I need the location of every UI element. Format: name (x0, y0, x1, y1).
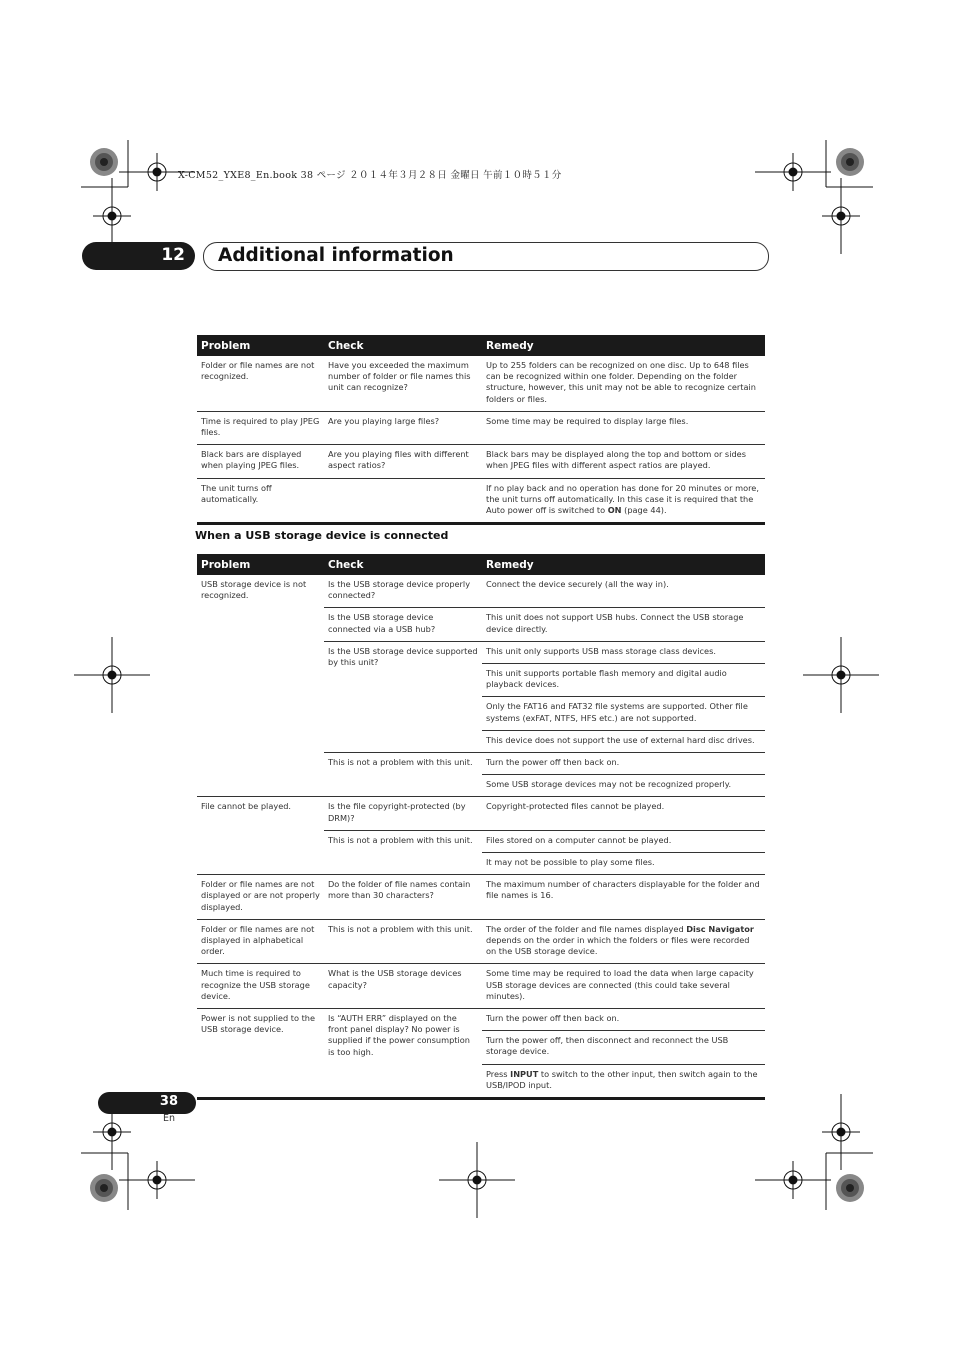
cell-remedy: Files stored on a computer cannot be played. (482, 830, 765, 852)
cell-remedy: Copyright-protected files cannot be played. (482, 797, 765, 830)
cell-remedy: Turn the power off, then disconnect and reconnect the USB storage device. (482, 1031, 765, 1064)
table-row (197, 478, 765, 524)
cell-problem: Black bars are displayed when playing JPEG files. (197, 445, 324, 478)
cell-check: Do the folder of file names contain more than 30 characters? (324, 875, 482, 920)
table-row (197, 797, 765, 830)
cell-remedy: This device does not support the use of external hard disc drives. (482, 730, 765, 752)
remedy-bold: INPUT (510, 1068, 539, 1079)
cell-remedy: The maximum number of characters displayable for the folder and file names is 16. (482, 875, 765, 920)
usb-troubleshooting-table (197, 554, 765, 1100)
cell-remedy (482, 1064, 765, 1098)
cell-problem: Power is not supplied to the USB storage device. (197, 1009, 324, 1099)
remedy-text: depends on the order in which the folders or files were recorded on the USB storage device. (486, 935, 750, 957)
cell-remedy: Black bars may be displayed along the top and bottom or sides when JPEG files with different aspect ratios are played. (482, 445, 765, 478)
cell-check: Have you exceeded the maximum number of folder or file names this unit can recognize? (324, 356, 482, 411)
table-row (197, 356, 765, 411)
chapter-bar (203, 242, 769, 271)
cell-remedy: It may not be possible to play some files. (482, 853, 765, 875)
table-row (197, 1009, 765, 1031)
cell-problem: File cannot be played. (197, 797, 324, 875)
cell-check: This is not a problem with this unit. (324, 830, 482, 874)
cell-remedy: Only the FAT16 and FAT32 file systems are supported. Other file systems (exFAT, NTFS, HFS etc.) are not supported. (482, 697, 765, 730)
cell-problem: The unit turns off automatically. (197, 478, 324, 524)
cell-remedy: This unit only supports USB mass storage class devices. (482, 641, 765, 663)
chapter-number: 12 (161, 245, 185, 265)
print-header: X-CM52_YXE8_En.book 38 ページ ２０１４年３月２８日 金曜日 午前１０時５１分 (178, 170, 562, 181)
remedy-text: (page 44). (621, 505, 667, 516)
cell-remedy: Up to 255 folders can be recognized on one disc. Up to 648 files can be recognized within one folder. Depending on the folder structure, however, this unit may not be able to recognize certain folders or files. (482, 356, 765, 411)
cell-check: This is not a problem with this unit. (324, 919, 482, 964)
cell-check: Is the USB storage device connected via a USB hub? (324, 608, 482, 641)
remedy-text: Press (486, 1068, 511, 1079)
cell-remedy: Some time may be required to load the data when large capacity USB storage devices are connected (this could take several minutes). (482, 964, 765, 1009)
cell-check: What is the USB storage devices capacity? (324, 964, 482, 1009)
table-header-row (197, 554, 765, 575)
cell-remedy: Turn the power off then back on. (482, 1009, 765, 1031)
cell-remedy: This unit supports portable flash memory and digital audio playback devices. (482, 664, 765, 697)
cell-problem: USB storage device is not recognized. (197, 575, 324, 797)
table-row (197, 875, 765, 920)
chapter-title: Additional information (218, 245, 454, 266)
cell-remedy: This unit does not support USB hubs. Connect the USB storage device directly. (482, 608, 765, 641)
cell-check: This is not a problem with this unit. (324, 753, 482, 797)
table-row (197, 964, 765, 1009)
remedy-bold: ON (607, 505, 622, 516)
cell-check: Is the USB storage device supported by this unit? (324, 641, 482, 752)
cell-problem: Time is required to play JPEG files. (197, 411, 324, 444)
table-row (197, 411, 765, 444)
remedy-text: If no play back and no operation has done for 20 minutes or more, the unit turns off automatically. In this case it is required that the Auto power off is switched to (486, 482, 759, 516)
cell-remedy (482, 919, 765, 964)
cell-check: Are you playing files with different aspect ratios? (324, 445, 482, 478)
remedy-bold: Disc Navigator (686, 923, 754, 934)
starburst-icon (89, 147, 119, 177)
starburst-icon (835, 147, 865, 177)
header-remedy: Remedy (482, 554, 765, 575)
cell-problem: Folder or file names are not displayed in alphabetical order. (197, 919, 324, 964)
cell-check: Is the file copyright-protected (by DRM)? (324, 797, 482, 830)
cell-remedy: Some USB storage devices may not be recognized properly. (482, 775, 765, 797)
cell-remedy (482, 478, 765, 524)
troubleshooting-table (197, 335, 765, 525)
table-row (197, 919, 765, 964)
cell-problem: Much time is required to recognize the USB storage device. (197, 964, 324, 1009)
chapter-tab (82, 242, 195, 270)
header-problem: Problem (197, 554, 324, 575)
cell-check: Is “AUTH ERR” displayed on the front panel display? No power is supplied if the power consumption is too high. (324, 1009, 482, 1099)
cell-problem: Folder or file names are not displayed or are not properly displayed. (197, 875, 324, 920)
table-row (197, 575, 765, 608)
remedy-text: The order of the folder and file names displayed (486, 923, 687, 934)
cell-check: Is the USB storage device properly connected? (324, 575, 482, 608)
page-number: 38 (159, 1094, 178, 1109)
cell-remedy: Some time may be required to display large files. (482, 411, 765, 444)
header-check: Check (324, 554, 482, 575)
starburst-icon (835, 1173, 865, 1203)
remedy-text: to switch to the other input, then switch again to the USB/IPOD input. (486, 1068, 758, 1090)
cell-problem: Folder or file names are not recognized. (197, 356, 324, 411)
cell-remedy: Connect the device securely (all the way in). (482, 575, 765, 608)
header-remedy: Remedy (482, 335, 765, 356)
section-title: When a USB storage device is connected (195, 529, 449, 542)
page-number-tab (98, 1092, 196, 1114)
cell-remedy: Turn the power off then back on. (482, 753, 765, 775)
cell-check: Are you playing large files? (324, 411, 482, 444)
header-check: Check (324, 335, 482, 356)
page-language: En (163, 1113, 176, 1124)
table-row (197, 445, 765, 478)
table-header-row (197, 335, 765, 356)
header-problem: Problem (197, 335, 324, 356)
starburst-icon (89, 1173, 119, 1203)
cell-check (324, 478, 482, 524)
